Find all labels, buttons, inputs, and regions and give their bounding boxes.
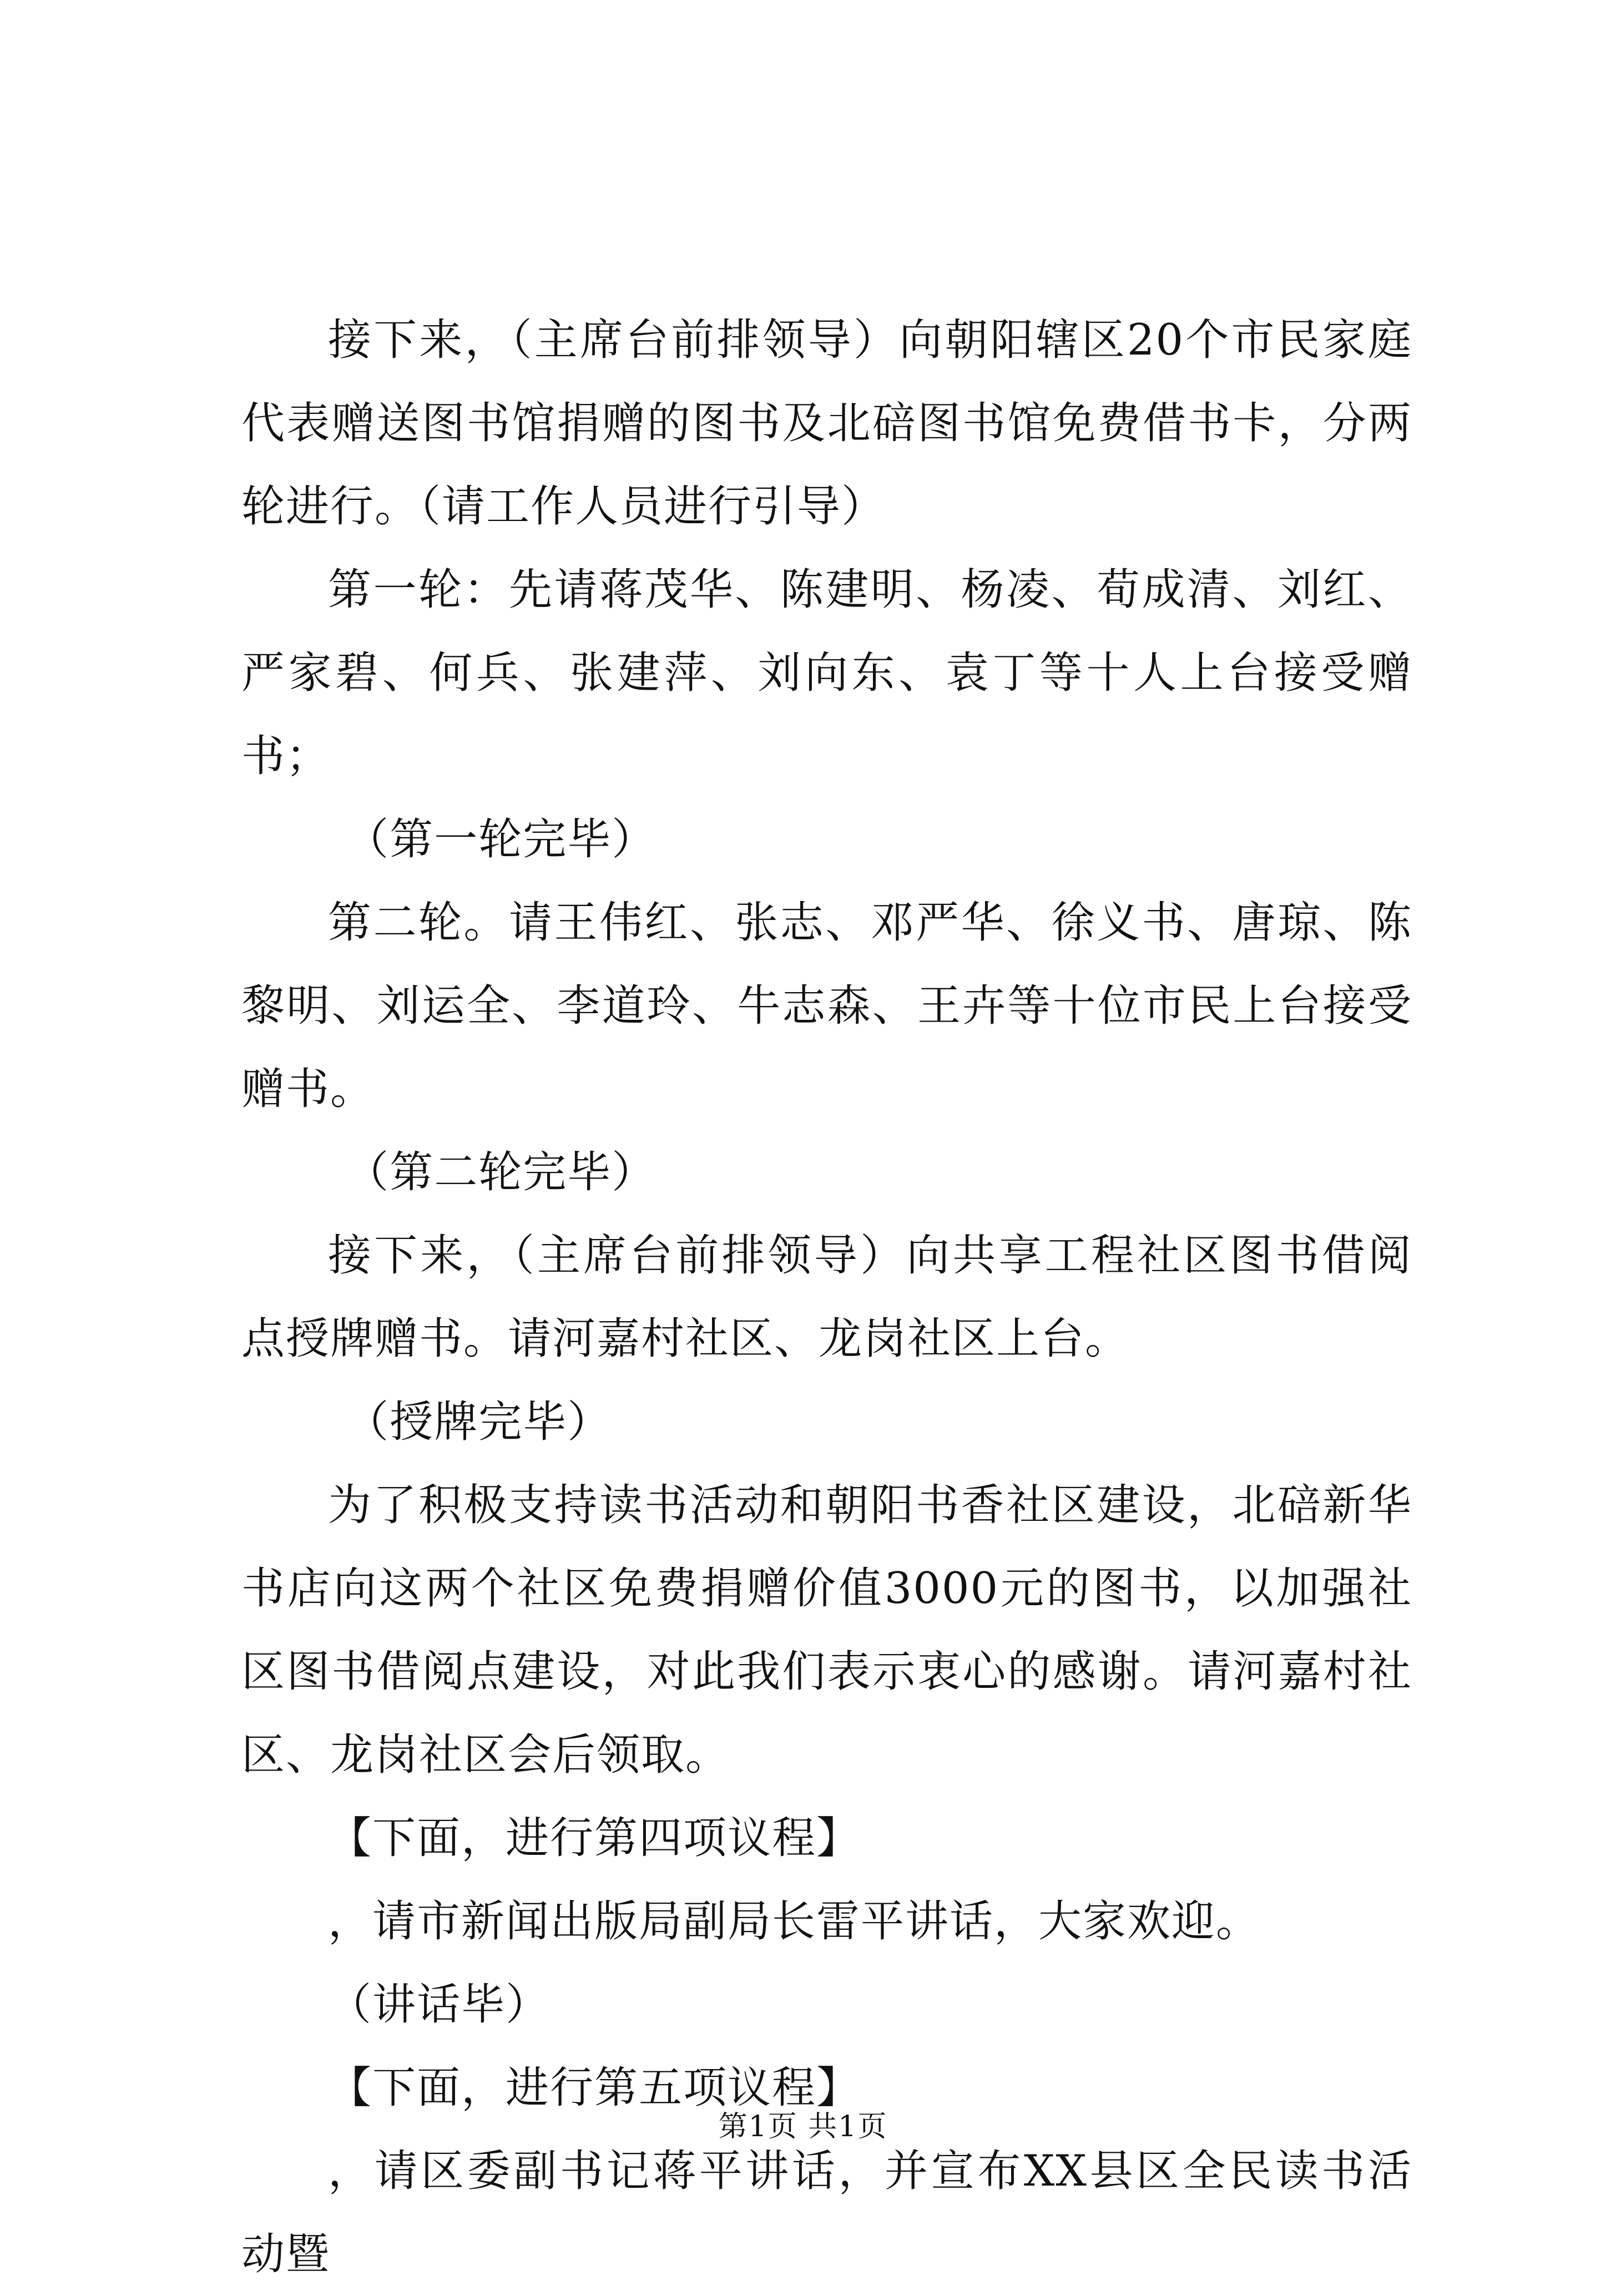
paragraph-speech-jiangping: ，请区委副书记蒋平讲话，并宣布XX县区全民读书活动暨 [241,2146,1412,2279]
paragraph-round-two: 第二轮。请王伟红、张志、邓严华、徐义书、唐琼、陈黎明、刘运全、李道玲、牛志森、王卉等十位市民上台接受赠书。 [241,898,1412,1114]
paragraph-speech-done: （讲话毕） [328,1980,551,2030]
heading-agenda-five: 【下面，进行第五项议程】 [328,2063,861,2113]
paragraph-gift-intro: 接下来，（主席台前排领导）向朝阳辖区20个市民家庭代表赠送图书馆捐赠的图书及北碚图书馆免费借书卡，分两轮进行。（请工作人员进行引导） [241,315,1412,532]
heading-agenda-four: 【下面，进行第四项议程】 [328,1813,861,1863]
paragraph-plaque-intro: 接下来，（主席台前排领导）向共享工程社区图书借阅点授牌赠书。请河嘉村社区、龙岗社区上台。 [241,1231,1412,1364]
paragraph-plaque-done: （授牌完毕） [345,1397,612,1447]
paragraph-xinhua-donation: 为了积极支持读书活动和朝阳书香社区建设，北碚新华书店向这两个社区免费捐赠价值3000元的图书，以加强社区图书借阅点建设，对此我们表示衷心的感谢。请河嘉村社区、龙岗社区会后领取。 [241,1480,1412,1780]
document-body [241,299,1412,2296]
page-footer: 第1页 共1页 [718,2110,888,2143]
paragraph-speech-leiping: ，请市新闻出版局副局长雷平讲话，大家欢迎。 [328,1897,1261,1946]
paragraph-round-one: 第一轮：先请蒋茂华、陈建明、杨凌、荀成清、刘红、严家碧、何兵、张建萍、刘向东、袁丁等十人上台接受赠书； [241,565,1412,781]
paragraph-round-two-done: （第二轮完毕） [345,1147,656,1197]
paragraph-round-one-done: （第一轮完毕） [345,815,656,864]
